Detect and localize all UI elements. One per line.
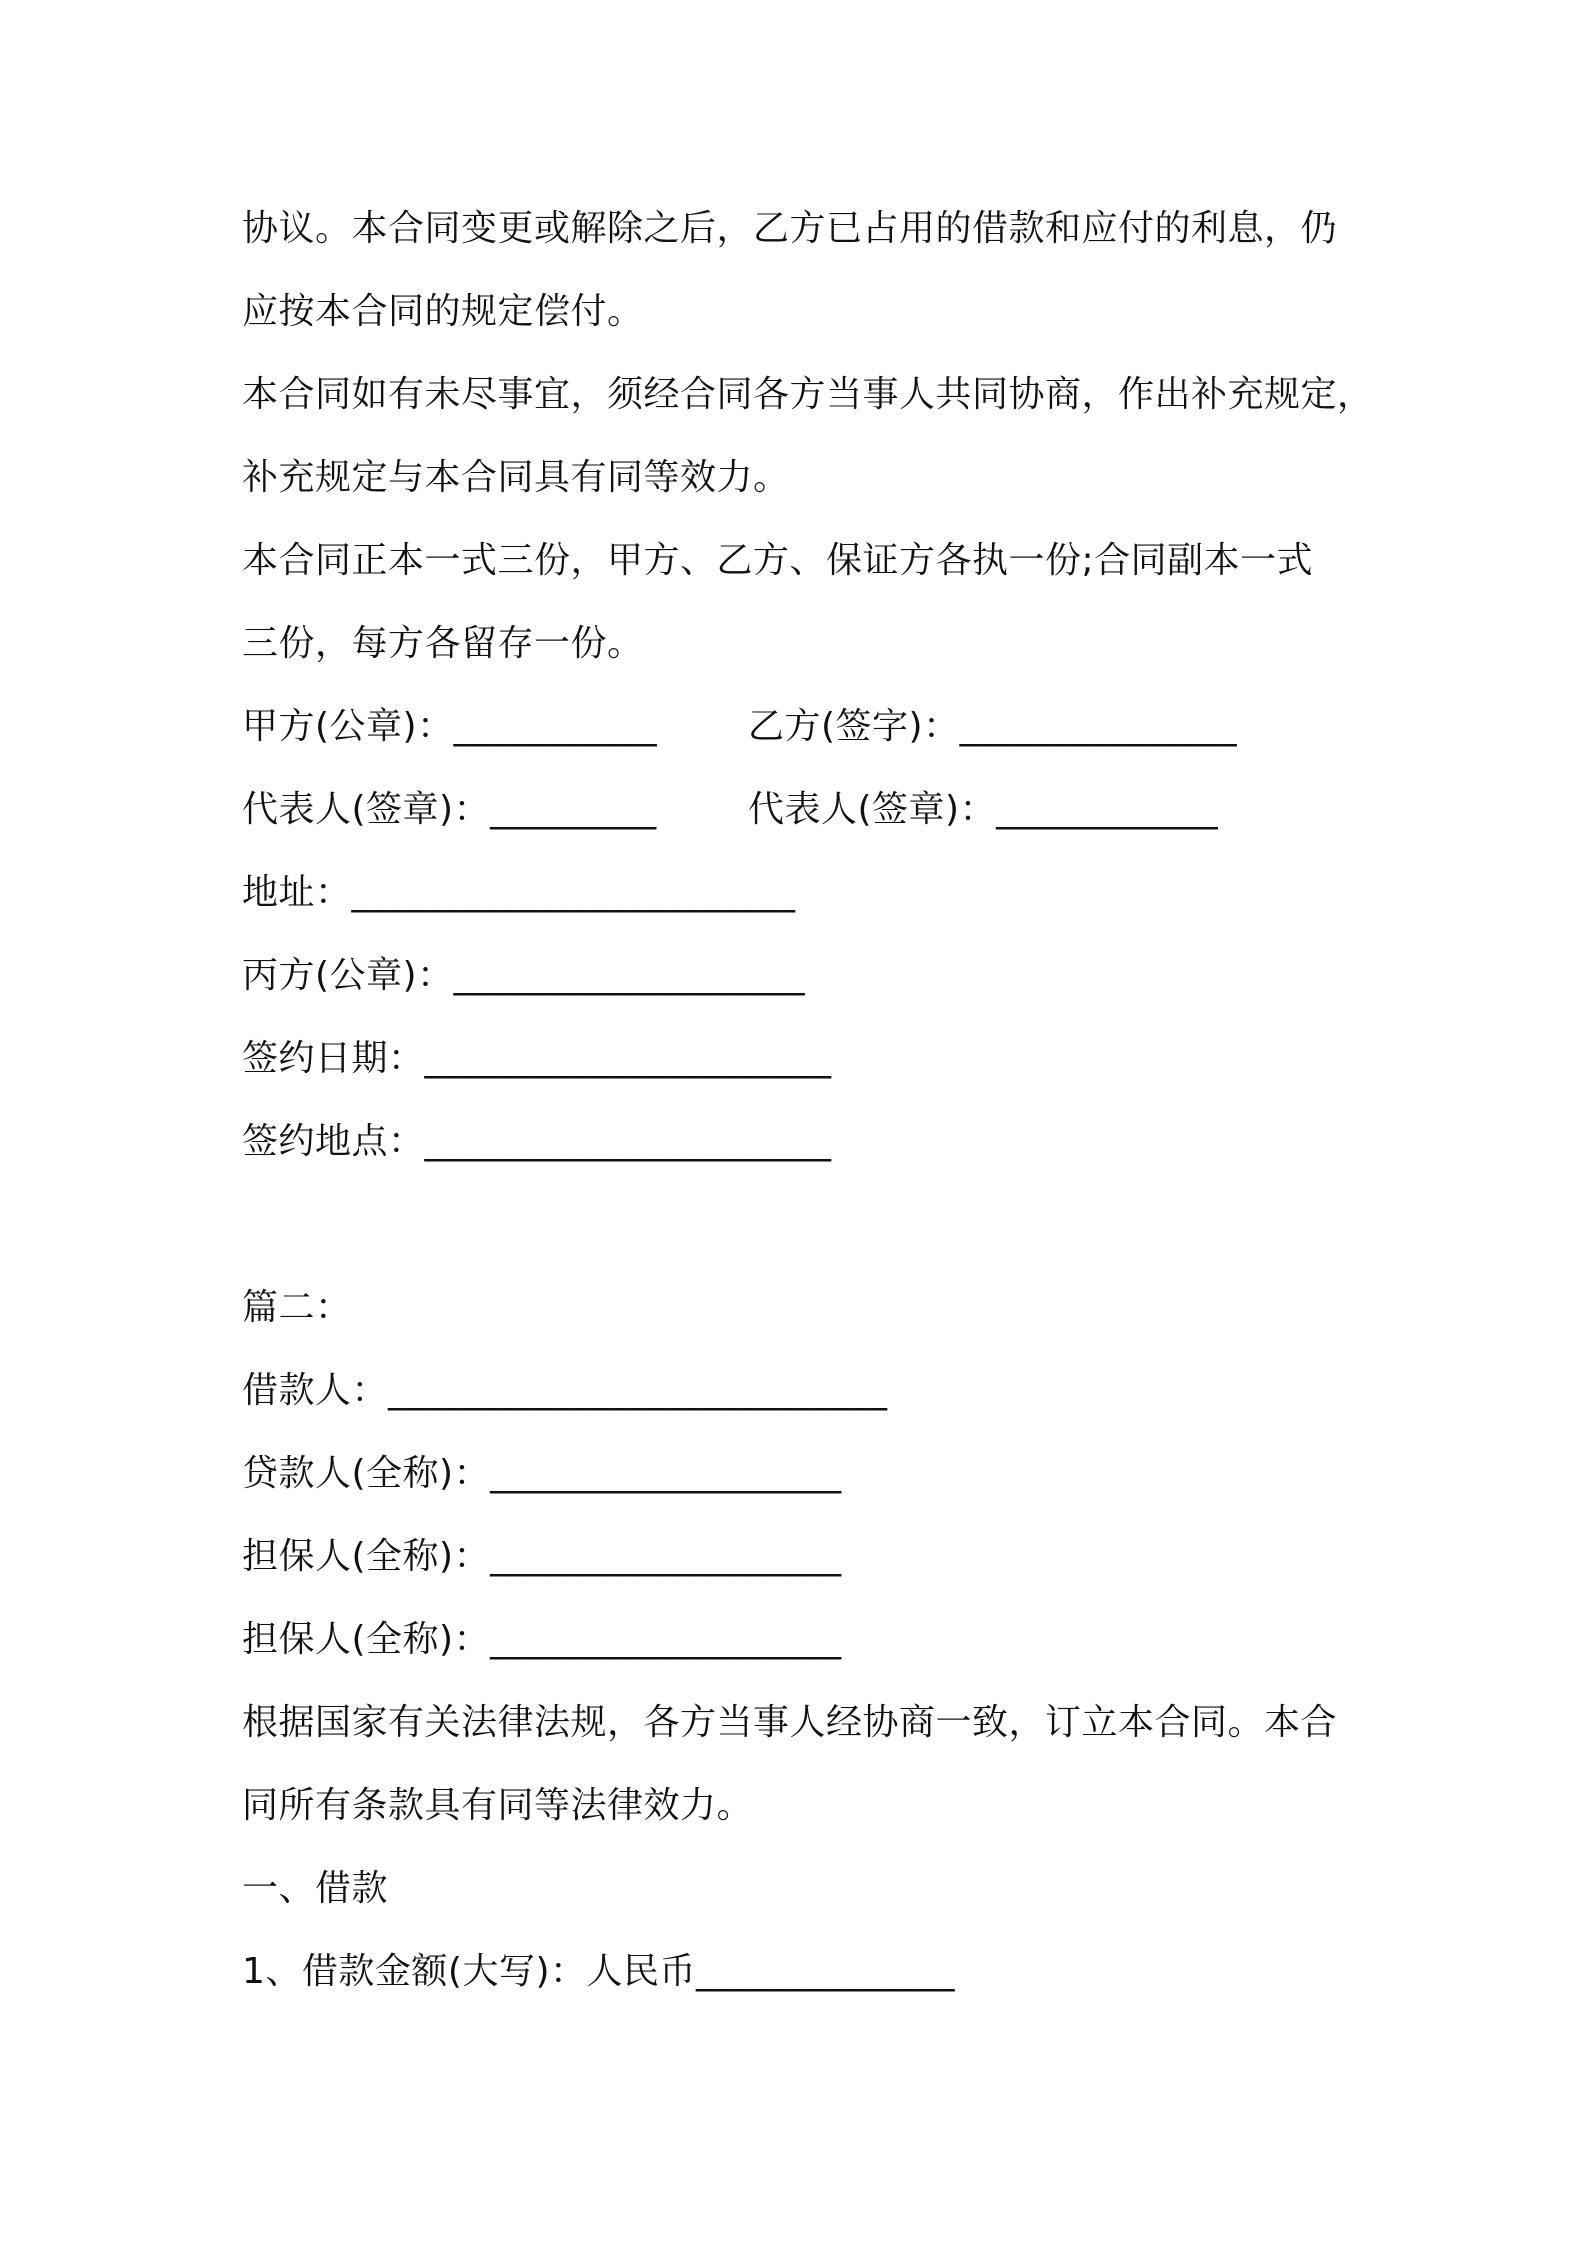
party-c-seal-field: 丙方(公章)：___________________ xyxy=(242,955,806,996)
paragraph-line: 补充规定与本合同具有同等效力。 xyxy=(242,457,790,498)
party-a-seal-field: 甲方(公章)：___________ xyxy=(242,706,658,747)
paragraph-line: 三份，每方各留存一份。 xyxy=(242,623,644,664)
guarantor-field: 担保人(全称)：___________________ xyxy=(242,1536,842,1577)
party-b-sign-field: 乙方(签字)：_______________ xyxy=(748,706,1238,747)
intro-line: 根据国家有关法律法规，各方当事人经协商一致，订立本合同。本合 xyxy=(242,1702,1338,1743)
section-heading: 一、借款 xyxy=(242,1868,389,1909)
paragraph-line: 本合同如有未尽事宜，须经合同各方当事人共同协商，作出补充规定， xyxy=(242,374,1374,415)
paragraph-line: 应按本合同的规定偿付。 xyxy=(242,291,644,332)
borrower-field: 借款人：___________________________ xyxy=(242,1370,888,1411)
paragraph-line: 协议。本合同变更或解除之后，乙方已占用的借款和应付的利息，仍 xyxy=(242,208,1338,249)
part2-heading: 篇二： xyxy=(242,1287,352,1328)
rep-a-field: 代表人(签章)：_________ xyxy=(242,789,657,830)
sign-date-field: 签约日期：______________________ xyxy=(242,1038,832,1079)
lender-field: 贷款人(全称)：___________________ xyxy=(242,1453,842,1494)
sign-place-field: 签约地点：______________________ xyxy=(242,1121,832,1162)
intro-line: 同所有条款具有同等法律效力。 xyxy=(242,1785,754,1826)
address-field: 地址：________________________ xyxy=(242,872,796,913)
loan-amount-field: 1、借款金额(大写)：人民币______________ xyxy=(242,1951,955,1992)
guarantor-field: 担保人(全称)：___________________ xyxy=(242,1619,842,1660)
rep-b-field: 代表人(签章)：____________ xyxy=(748,789,1219,830)
paragraph-line: 本合同正本一式三份，甲方、乙方、保证方各执一份;合同副本一式 xyxy=(242,540,1314,581)
